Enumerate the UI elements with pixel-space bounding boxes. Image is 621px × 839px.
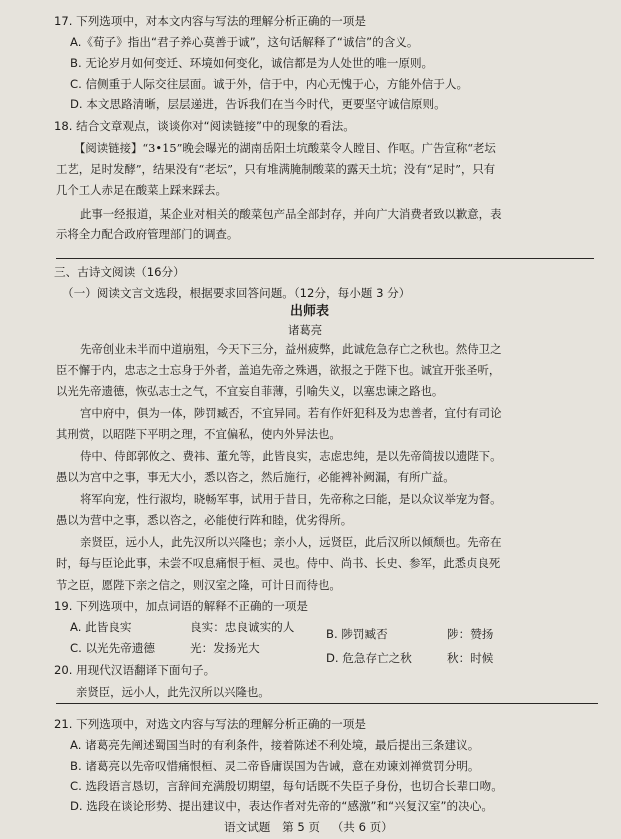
- q18-link-line-2: 工艺，足时发酵”，结果没有“老坛”，只有堆满腌制酸菜的露天土坑；没有“足时”，只有: [56, 162, 496, 176]
- q19-option-c: C. 以光先帝遗德: [70, 641, 156, 655]
- footer: [224, 819, 393, 835]
- q19-stem: 19. 下列选项中，加点词语的解释不正确的一项是: [54, 599, 308, 613]
- footer-subject: 语文试题: [224, 820, 271, 834]
- q17-option-c: C. 信侧重于人际交往层面。诚于外，信于中，内心无愧于心，方能外信于人。: [70, 77, 469, 91]
- q18-link-line-3: 几个工人赤足在酸菜上踩来踩去。: [56, 183, 227, 197]
- q19-option-a: A. 此皆良实: [70, 620, 132, 634]
- essay-line-8: 将军向宠，性行淑均，晓畅军事，试用于昔日，先帝称之曰能，是以众议举宠为督。: [80, 492, 502, 506]
- q19-option-c-note: 光：发扬光大: [190, 641, 260, 655]
- q21-option-a: A. 诸葛亮先阐述蜀国当时的有利条件，接着陈述不利处境，最后提出三条建议。: [70, 738, 480, 752]
- essay-line-7: 愚以为宫中之事，事无大小，悉以咨之，然后施行，必能裨补阙漏，有所广益。: [56, 470, 455, 484]
- section-title: 三、古诗文阅读（16分）: [54, 265, 185, 279]
- section-subtitle: （一）阅读文言文选段，根据要求回答问题。（12分，每小题 3 分）: [62, 286, 411, 300]
- q19-option-d-note: 秋：时候: [447, 651, 494, 665]
- essay-line-1: 先帝创业未半而中道崩殂，今天下三分，益州疲弊，此诚危急存亡之秋也。然侍卫之: [80, 342, 502, 356]
- q19-option-b-note: 陟：赞扬: [447, 627, 494, 641]
- q18-stem: 18. 结合文章观点，谈谈你对“阅读链接”中的现象的看法。: [54, 119, 355, 133]
- q17-option-a: A.《荀子》指出“君子养心莫善于诚”，这句话解释了“诚信”的含义。: [70, 35, 419, 49]
- q21-stem: 21. 下列选项中，对选文内容与写法的理解分析正确的一项是: [54, 717, 366, 731]
- q18-link-line-1: 【阅读链接】“3•15”晚会曝光的湖南岳阳土坑酸菜令人瞠目、作呕。广告宣称“老坛: [74, 141, 496, 155]
- q17-stem: 17. 下列选项中，对本文内容与写法的理解分析正确的一项是: [54, 14, 366, 28]
- q19-option-a-note: 良实：忠良诚实的人: [190, 620, 295, 634]
- divider: [56, 258, 594, 259]
- essay-line-5: 其刑赏，以昭陛下平明之理，不宜偏私，使内外异法也。: [56, 427, 341, 441]
- essay-line-2: 臣不懈于内，忠志之士忘身于外者，盖追先帝之殊遇，欲报之于陛下也。诚宜开张圣听，: [56, 363, 501, 377]
- q19-option-b: B. 陟罚臧否: [326, 627, 388, 641]
- q21-option-b: B. 诸葛亮以先帝叹惜痛恨桓、灵二帝昏庸误国为告诫，意在劝谏刘禅赏罚分明。: [70, 759, 480, 773]
- q20-stem: 20. 用现代汉语翻译下面句子。: [54, 663, 216, 677]
- essay-line-4: 宫中府中，俱为一体，陟罚臧否，不宜异同。若有作奸犯科及为忠善者，宜付有司论: [80, 406, 502, 420]
- footer-total: （共 6 页）: [331, 820, 393, 834]
- essay-line-11: 时，每与臣论此事，未尝不叹息痛恨于桓、灵也。侍中、尚书、长史、参军，此悉贞良死: [56, 556, 501, 570]
- essay-line-3: 以光先帝遗德，恢弘志士之气，不宜妄自菲薄，引喻失义，以塞忠谏之路也。: [56, 384, 444, 398]
- essay-line-12: 节之臣，愿陛下亲之信之，则汉室之隆，可计日而待也。: [56, 578, 341, 592]
- essay-author: 诸葛亮: [288, 323, 323, 337]
- q21-option-c: C. 选段语言恳切，言辞间充满殷切期望，每句话既不失臣子身份，也切合长辈口吻。: [70, 779, 503, 793]
- q19-option-d: D. 危急存亡之秋: [326, 651, 412, 665]
- essay-line-9: 愚以为营中之事，悉以咨之，必能使行阵和睦，优劣得所。: [56, 513, 353, 527]
- q18-link-line-4: 此事一经报道，某企业对相关的酸菜包产品全部封存，并向广大消费者致以歉意，表: [80, 207, 502, 221]
- q17-option-b: B. 无论岁月如何变迁、环境如何变化，诚信都是为人处世的唯一原则。: [70, 56, 434, 70]
- q18-link-line-5: 示将全力配合政府管理部门的调查。: [56, 227, 239, 241]
- answer-line: [56, 703, 598, 704]
- q20-sentence: 亲贤臣，远小人，此先汉所以兴隆也。: [76, 685, 270, 699]
- essay-line-6: 侍中、侍郎郭攸之、费祎、董允等，此皆良实，志虑忠纯，是以先帝简拔以遗陛下。: [80, 449, 502, 463]
- q17-option-d: D. 本文思路清晰，层层递进，告诉我们在当今时代，更要坚守诚信原则。: [70, 97, 446, 111]
- essay-title: 出师表: [290, 304, 330, 319]
- footer-page: 第 5 页: [282, 820, 321, 834]
- q21-option-d: D. 选段在谈论形势、提出建议中，表达作者对先帝的“感激”和“兴复汉室”的决心。: [70, 799, 493, 813]
- essay-line-10: 亲贤臣，远小人，此先汉所以兴隆也；亲小人，远贤臣，此后汉所以倾颓也。先帝在: [80, 535, 502, 549]
